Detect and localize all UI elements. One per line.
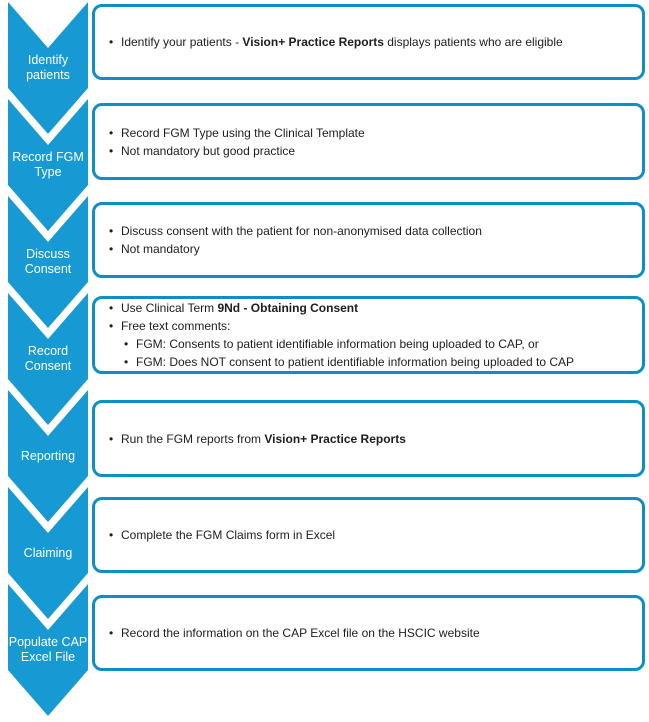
chevron-step-label: Reporting xyxy=(20,448,76,463)
bullet-item xyxy=(109,142,634,160)
bullet-text: Not mandatory xyxy=(121,242,200,256)
bullet-dot-icon: • xyxy=(109,319,114,333)
chevron-step-label: Record Consent xyxy=(24,344,72,373)
bullet-dot-icon: • xyxy=(124,337,129,351)
bullet-item xyxy=(109,124,634,142)
bullet-text: Record the information on the CAP Excel file on the HSCIC website xyxy=(121,626,480,640)
bullet-item xyxy=(109,624,634,642)
sub-bullet-item xyxy=(124,353,634,371)
bullet-text: Free text comments: xyxy=(121,319,231,333)
bullet-dot-icon: • xyxy=(109,528,114,542)
bullet-dot-icon: • xyxy=(124,355,129,369)
bullet-text: Complete the FGM Claims form in Excel xyxy=(121,528,336,542)
chevron-step-label: Populate CAP Excel File xyxy=(8,635,88,664)
bullet-item xyxy=(109,317,634,335)
step-detail-box-discuss-consent xyxy=(92,202,645,278)
bullet-text: Identify your patients - Vision+ Practice Reports displays patients who are eligible xyxy=(121,35,563,49)
bullet-dot-icon: • xyxy=(109,626,114,640)
chevron-step-label: Identify patients xyxy=(26,53,70,82)
bullet-text: FGM: Does NOT consent to patient identifiable information being uploaded to CAP xyxy=(136,355,575,369)
bullet-dot-icon: • xyxy=(109,242,114,256)
bullet-text: Use Clinical Term 9Nd - Obtaining Consent xyxy=(121,301,359,315)
bullet-text: Not mandatory but good practice xyxy=(121,143,296,158)
chevron-step-populate-cap-excel-file xyxy=(8,584,88,716)
step-detail-box-record-fgm-type xyxy=(92,103,645,180)
bullet-item xyxy=(109,299,634,317)
bullet-item xyxy=(109,222,634,240)
step-detail-box-populate-cap-excel-file xyxy=(92,595,645,671)
chevron-step-label: Discuss Consent xyxy=(24,247,72,276)
bullet-item xyxy=(109,240,634,258)
bullet-item xyxy=(109,33,634,51)
bullet-dot-icon: • xyxy=(109,301,114,315)
step-detail-box-claiming xyxy=(92,497,645,573)
bullet-text: FGM: Consents to patient identifiable information being uploaded to CAP, or xyxy=(136,337,539,351)
chevron-step-label: Claiming xyxy=(23,545,73,560)
chevron-step-label: Record FGM Type xyxy=(12,150,84,179)
bullet-dot-icon: • xyxy=(109,35,114,49)
bullet-text: Record FGM Type using the Clinical Template xyxy=(121,125,365,140)
bullet-dot-icon: • xyxy=(109,431,114,446)
bullet-text: Run the FGM reports from Vision+ Practice Reports xyxy=(121,431,406,446)
bullet-item xyxy=(109,430,634,448)
step-detail-box-reporting xyxy=(92,400,645,477)
sub-bullet-item xyxy=(124,335,634,353)
bullet-dot-icon: • xyxy=(109,125,114,140)
step-detail-box-identify-patients xyxy=(92,4,645,80)
bullet-item xyxy=(109,526,634,544)
bullet-dot-icon: • xyxy=(109,224,114,238)
bullet-dot-icon: • xyxy=(109,143,114,158)
bullet-text: Discuss consent with the patient for non-anonymised data collection xyxy=(121,224,482,238)
step-detail-box-record-consent xyxy=(92,296,645,374)
